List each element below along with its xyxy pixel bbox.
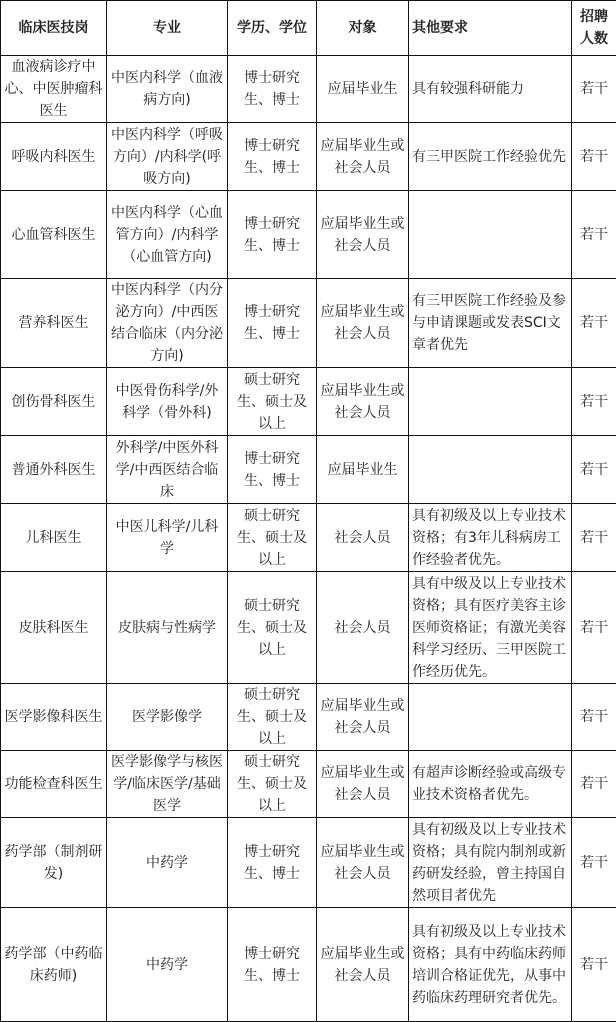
major-cell: 外科学/中医外科学/中西医结合临床 bbox=[107, 436, 228, 504]
post-cell: 儿科医生 bbox=[1, 504, 107, 572]
requirements-cell: 有三甲医院工作经验及参与申请课题或发表SCI文章者优先 bbox=[409, 279, 572, 368]
table-row bbox=[1, 818, 616, 908]
major-cell: 医学影像学 bbox=[107, 684, 228, 751]
count-cell: 若干 bbox=[572, 56, 616, 123]
major-cell: 中药学 bbox=[107, 818, 228, 908]
count-cell: 若干 bbox=[572, 279, 616, 368]
post-cell: 药学部（中药临床药师) bbox=[1, 908, 107, 1022]
target-cell: 应届毕业生 bbox=[317, 56, 409, 123]
requirements-cell bbox=[409, 436, 572, 504]
header-post: 临床医技岗 bbox=[1, 1, 107, 56]
count-cell: 若干 bbox=[572, 572, 616, 684]
count-cell: 若干 bbox=[572, 684, 616, 751]
count-cell: 若干 bbox=[572, 191, 616, 279]
major-cell: 中医内科学（呼吸方向）/内科学(呼吸方向) bbox=[107, 123, 228, 191]
requirements-cell: 具有较强科研能力 bbox=[409, 56, 572, 123]
degree-cell: 博士研究生、博士 bbox=[228, 191, 317, 279]
requirements-cell bbox=[409, 368, 572, 436]
degree-cell: 博士研究生、博士 bbox=[228, 279, 317, 368]
post-cell: 功能检查科医生 bbox=[1, 751, 107, 818]
major-cell: 中医内科学（心血管方向）/内科学（心血管方向) bbox=[107, 191, 228, 279]
major-cell: 中医内科学（内分泌方向）/中西医结合临床（内分泌方向) bbox=[107, 279, 228, 368]
count-cell: 若干 bbox=[572, 751, 616, 818]
header-degree: 学历、学位 bbox=[228, 1, 317, 56]
count-cell: 若干 bbox=[572, 436, 616, 504]
header-count: 招聘人数 bbox=[572, 1, 616, 56]
degree-cell: 硕士研究生、硕士及以上 bbox=[228, 368, 317, 436]
requirements-cell bbox=[409, 191, 572, 279]
target-cell: 应届毕业生或社会人员 bbox=[317, 279, 409, 368]
target-cell: 应届毕业生或社会人员 bbox=[317, 368, 409, 436]
post-cell: 药学部（制剂研发) bbox=[1, 818, 107, 908]
post-cell: 营养科医生 bbox=[1, 279, 107, 368]
table-row bbox=[1, 279, 616, 368]
header-target: 对象 bbox=[317, 1, 409, 56]
table-row bbox=[1, 751, 616, 818]
header-requirements: 其他要求 bbox=[409, 1, 572, 56]
target-cell: 应届毕业生或社会人员 bbox=[317, 818, 409, 908]
table-row bbox=[1, 56, 616, 123]
table-row bbox=[1, 436, 616, 504]
degree-cell: 博士研究生、博士 bbox=[228, 123, 317, 191]
major-cell: 皮肤病与性病学 bbox=[107, 572, 228, 684]
table-row bbox=[1, 908, 616, 1022]
degree-cell: 硕士研究生、硕士及以上 bbox=[228, 572, 317, 684]
table-row bbox=[1, 572, 616, 684]
target-cell: 应届毕业生或社会人员 bbox=[317, 684, 409, 751]
degree-cell: 博士研究生、博士 bbox=[228, 436, 317, 504]
table-row bbox=[1, 504, 616, 572]
post-cell: 医学影像科医生 bbox=[1, 684, 107, 751]
table-row bbox=[1, 191, 616, 279]
requirements-cell: 具有初级及以上专业技术资格；有3年儿科病房工作经验者优先。 bbox=[409, 504, 572, 572]
target-cell: 应届毕业生或社会人员 bbox=[317, 908, 409, 1022]
degree-cell: 博士研究生、博士 bbox=[228, 908, 317, 1022]
requirements-cell: 具有中级及以上专业技术资格；具有医疗美容主诊医师资格证；有激光美容科学习经历、三甲医院工作经历优先。 bbox=[409, 572, 572, 684]
requirements-cell: 具有初级及以上专业技术资格；具有院内制剂或新药研发经验，曾主持国自然项目者优先 bbox=[409, 818, 572, 908]
post-cell: 呼吸内科医生 bbox=[1, 123, 107, 191]
degree-cell: 硕士研究生、硕士及以上 bbox=[228, 684, 317, 751]
requirements-cell: 有三甲医院工作经验优先 bbox=[409, 123, 572, 191]
header-major: 专业 bbox=[107, 1, 228, 56]
requirements-cell: 有超声诊断经验或高级专业技术资格者优先。 bbox=[409, 751, 572, 818]
target-cell: 应届毕业生或社会人员 bbox=[317, 123, 409, 191]
table-row bbox=[1, 368, 616, 436]
requirements-cell: 具有初级及以上专业技术资格；具有中药临床药师培训合格证优先，从事中药临床药理研究者优先。 bbox=[409, 908, 572, 1022]
count-cell: 若干 bbox=[572, 818, 616, 908]
count-cell: 若干 bbox=[572, 368, 616, 436]
table-row bbox=[1, 123, 616, 191]
count-cell: 若干 bbox=[572, 504, 616, 572]
major-cell: 中医内科学（血液病方向) bbox=[107, 56, 228, 123]
major-cell: 医学影像学与核医学/临床医学/基础医学 bbox=[107, 751, 228, 818]
post-cell: 创伤骨科医生 bbox=[1, 368, 107, 436]
post-cell: 皮肤科医生 bbox=[1, 572, 107, 684]
target-cell: 应届毕业生或社会人员 bbox=[317, 751, 409, 818]
target-cell: 社会人员 bbox=[317, 572, 409, 684]
count-cell: 若干 bbox=[572, 123, 616, 191]
post-cell: 血液病诊疗中心、中医肿瘤科医生 bbox=[1, 56, 107, 123]
post-cell: 普通外科医生 bbox=[1, 436, 107, 504]
major-cell: 中医骨伤科学/外科学（骨外科) bbox=[107, 368, 228, 436]
table-row bbox=[1, 684, 616, 751]
target-cell: 应届毕业生或社会人员 bbox=[317, 191, 409, 279]
major-cell: 中药学 bbox=[107, 908, 228, 1022]
degree-cell: 硕士研究生、硕士及以上 bbox=[228, 751, 317, 818]
target-cell: 应届毕业生 bbox=[317, 436, 409, 504]
target-cell: 社会人员 bbox=[317, 504, 409, 572]
degree-cell: 博士研究生、博士 bbox=[228, 818, 317, 908]
major-cell: 中医儿科学/儿科学 bbox=[107, 504, 228, 572]
requirements-cell bbox=[409, 684, 572, 751]
post-cell: 心血管科医生 bbox=[1, 191, 107, 279]
degree-cell: 博士研究生、博士 bbox=[228, 56, 317, 123]
degree-cell: 硕士研究生、硕士及以上 bbox=[228, 504, 317, 572]
header-row bbox=[1, 1, 616, 56]
count-cell: 若干 bbox=[572, 908, 616, 1022]
